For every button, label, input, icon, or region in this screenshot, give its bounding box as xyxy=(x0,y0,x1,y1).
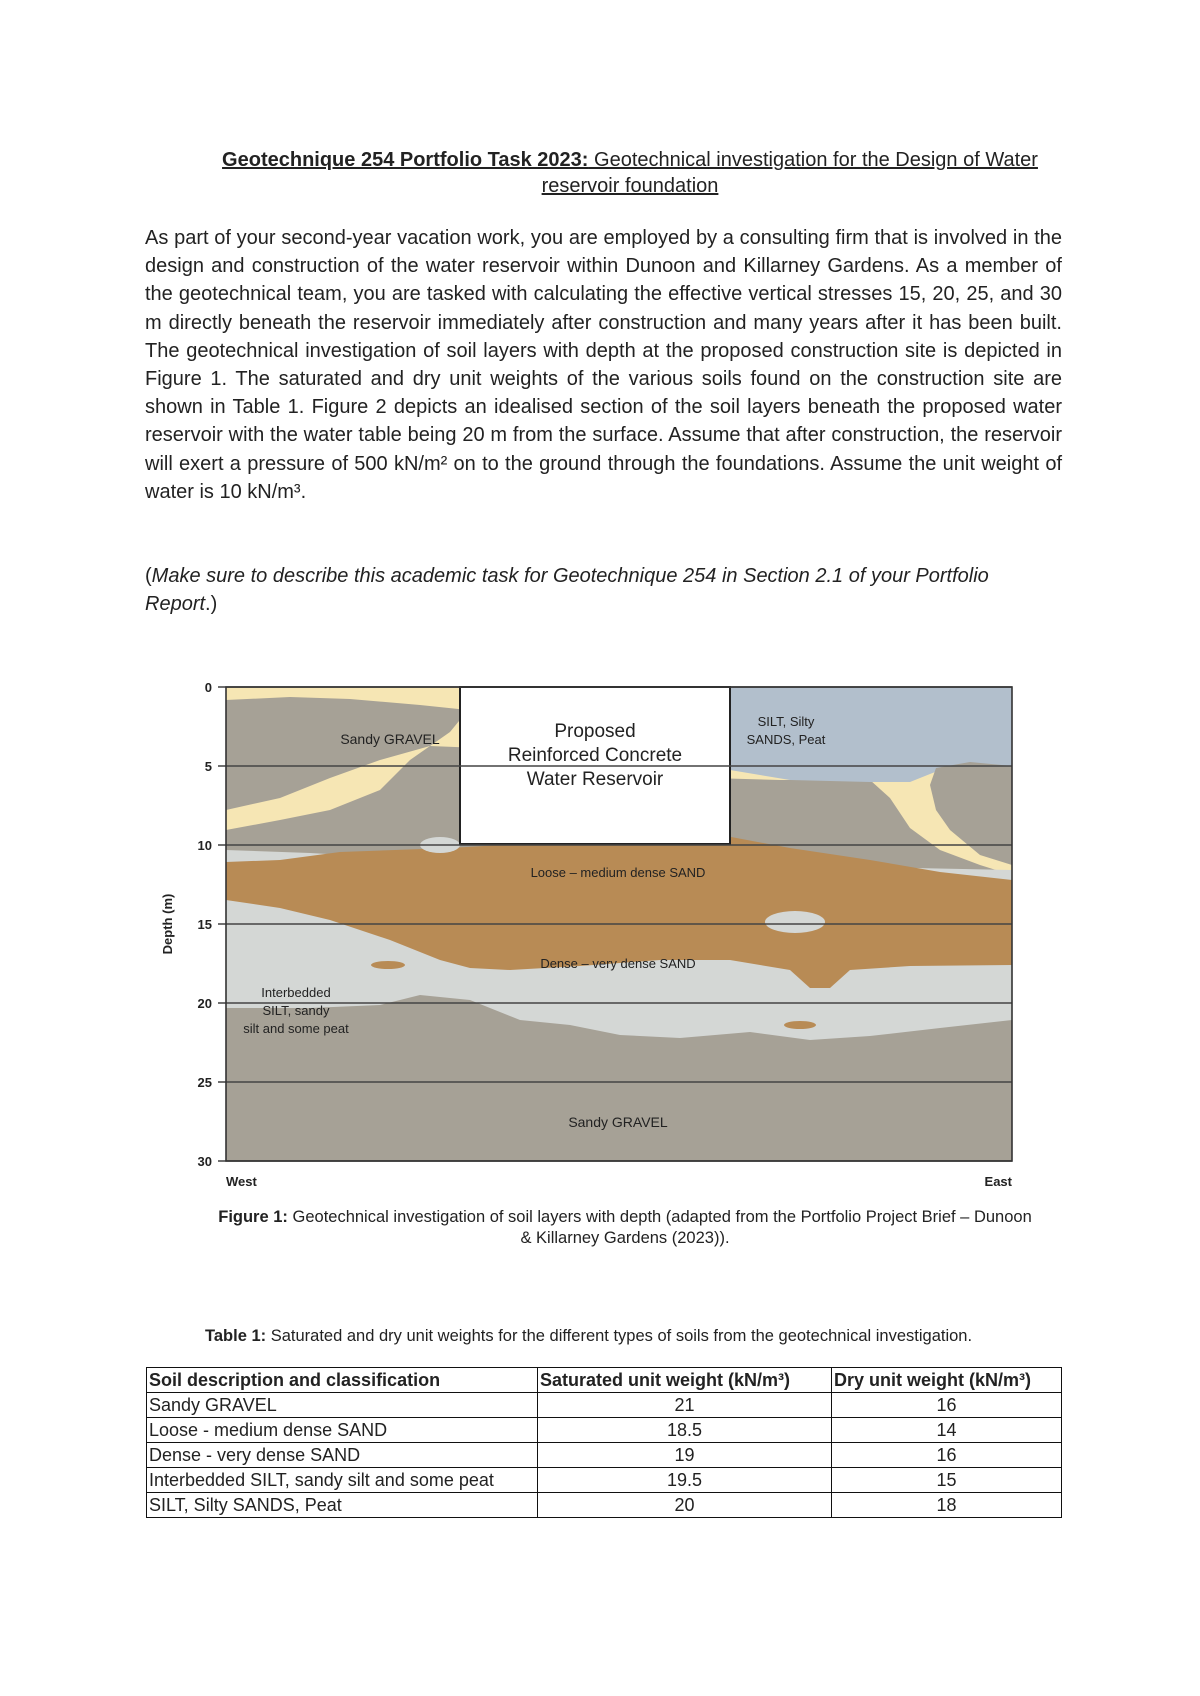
portfolio-note xyxy=(145,562,1015,618)
cell-soil: SILT, Silty SANDS, Peat xyxy=(147,1493,538,1518)
label-silt-1: SILT, Silty xyxy=(757,714,815,729)
table-row xyxy=(147,1418,1062,1443)
cell-saturated: 18.5 xyxy=(538,1418,832,1443)
table-row xyxy=(147,1468,1062,1493)
cell-saturated: 20 xyxy=(538,1493,832,1518)
figure-caption xyxy=(215,1207,1035,1249)
label-interbedded-1: Interbedded xyxy=(261,985,331,1000)
header-dry: Dry unit weight (kN/m³) xyxy=(832,1368,1062,1393)
reservoir-label-2: Reinforced Concrete xyxy=(507,745,683,766)
header-saturated: Saturated unit weight (kN/m³) xyxy=(538,1368,832,1393)
unit-weights-table xyxy=(146,1367,1062,1518)
document-title xyxy=(190,147,1070,199)
x-label-east: East xyxy=(984,1174,1012,1189)
y-tick-20: 20 xyxy=(197,996,212,1011)
cell-saturated: 19 xyxy=(538,1443,832,1468)
table-row xyxy=(147,1493,1062,1518)
reservoir-label-1: Proposed xyxy=(554,721,636,742)
cell-dry: 14 xyxy=(832,1418,1062,1443)
table-row xyxy=(147,1393,1062,1418)
cell-soil: Loose - medium dense SAND xyxy=(147,1418,538,1443)
cell-dry: 16 xyxy=(832,1443,1062,1468)
label-sandy-gravel-bottom: Sandy GRAVEL xyxy=(568,1114,668,1130)
sand-lens-right xyxy=(784,1021,816,1029)
title-bold: Geotechnique 254 Portfolio Task 2023: xyxy=(222,149,589,171)
table-caption-bold: Table 1: xyxy=(205,1327,267,1345)
figure-caption-bold: Figure 1: xyxy=(218,1208,288,1226)
y-tick-10: 10 xyxy=(197,838,212,853)
y-tick-marks xyxy=(218,687,226,1161)
task-paragraph: As part of your second-year vacation work, you are employed by a consulting firm that is involved in the design and construction of the water reservoir within Dunoon and Killarney Gardens. As a member of the geotechnical team, you are tasked with calculating the effective vertical stresses 15, 20, 25, and 30 m directly beneath the reservoir immediately after construction and many years after it has been built. The geotechnical investigation of soil layers with depth at the proposed construction site is depicted in Figure 1. The saturated and dry unit weights of the various soils found on the construction site are shown in Table 1. Figure 2 depicts an idealised section of the soil layers beneath the proposed water reservoir with the water table being 20 m from the surface. Assume that after construction, the reservoir will exert a pressure of 500 kN/m² on to the ground through the foundations. Assume the unit weight of water is 10 kN/m³. xyxy=(145,227,1062,503)
note-open: ( xyxy=(145,565,152,587)
y-tick-25: 25 xyxy=(197,1075,212,1090)
y-tick-15: 15 xyxy=(197,917,212,932)
table-caption-text: Saturated and dry unit weights for the different types of soils from the geotechnical investigation. xyxy=(266,1327,973,1345)
y-axis-label: Depth (m) xyxy=(160,893,175,955)
cell-saturated: 19.5 xyxy=(538,1468,832,1493)
table-row xyxy=(147,1443,1062,1468)
table-caption xyxy=(205,1325,1085,1347)
title-rest: Geotechnical investigation for the Design of Water reservoir foundation xyxy=(541,149,1038,197)
cell-soil: Dense - very dense SAND xyxy=(147,1443,538,1468)
label-loose-sand: Loose – medium dense SAND xyxy=(530,865,706,880)
note-close: .) xyxy=(205,593,218,615)
label-interbedded-2: SILT, sandy xyxy=(262,1003,330,1018)
sand-lens-left xyxy=(371,961,405,969)
label-silt-2: SANDS, Peat xyxy=(746,732,826,747)
interbedded-lens xyxy=(765,911,825,933)
soil-profile-figure xyxy=(150,670,1030,1200)
x-label-west: West xyxy=(226,1174,257,1189)
y-tick-30: 30 xyxy=(197,1154,212,1169)
header-description: Soil description and classification xyxy=(147,1368,538,1393)
figure-caption-text: Geotechnical investigation of soil layers with depth (adapted from the Portfolio Project Brief – Dunoon & Killarney Gardens (2023)). xyxy=(287,1208,1032,1247)
label-sandy-gravel-top: Sandy GRAVEL xyxy=(340,731,440,747)
y-tick-0: 0 xyxy=(204,680,212,695)
table-header-row xyxy=(147,1368,1062,1393)
label-dense-sand: Dense – very dense SAND xyxy=(540,956,696,971)
y-tick-5: 5 xyxy=(204,759,212,774)
reservoir-label-3: Water Reservoir xyxy=(526,769,664,790)
cell-dry: 15 xyxy=(832,1468,1062,1493)
cell-soil: Sandy GRAVEL xyxy=(147,1393,538,1418)
label-interbedded-3: silt and some peat xyxy=(243,1021,349,1036)
note-italic: Make sure to describe this academic task for Geotechnique 254 in Section 2.1 of your Portfolio Report xyxy=(145,565,989,615)
cell-dry: 18 xyxy=(832,1493,1062,1518)
cell-dry: 16 xyxy=(832,1393,1062,1418)
cell-saturated: 21 xyxy=(538,1393,832,1418)
cell-soil: Interbedded SILT, sandy silt and some peat xyxy=(147,1468,538,1493)
